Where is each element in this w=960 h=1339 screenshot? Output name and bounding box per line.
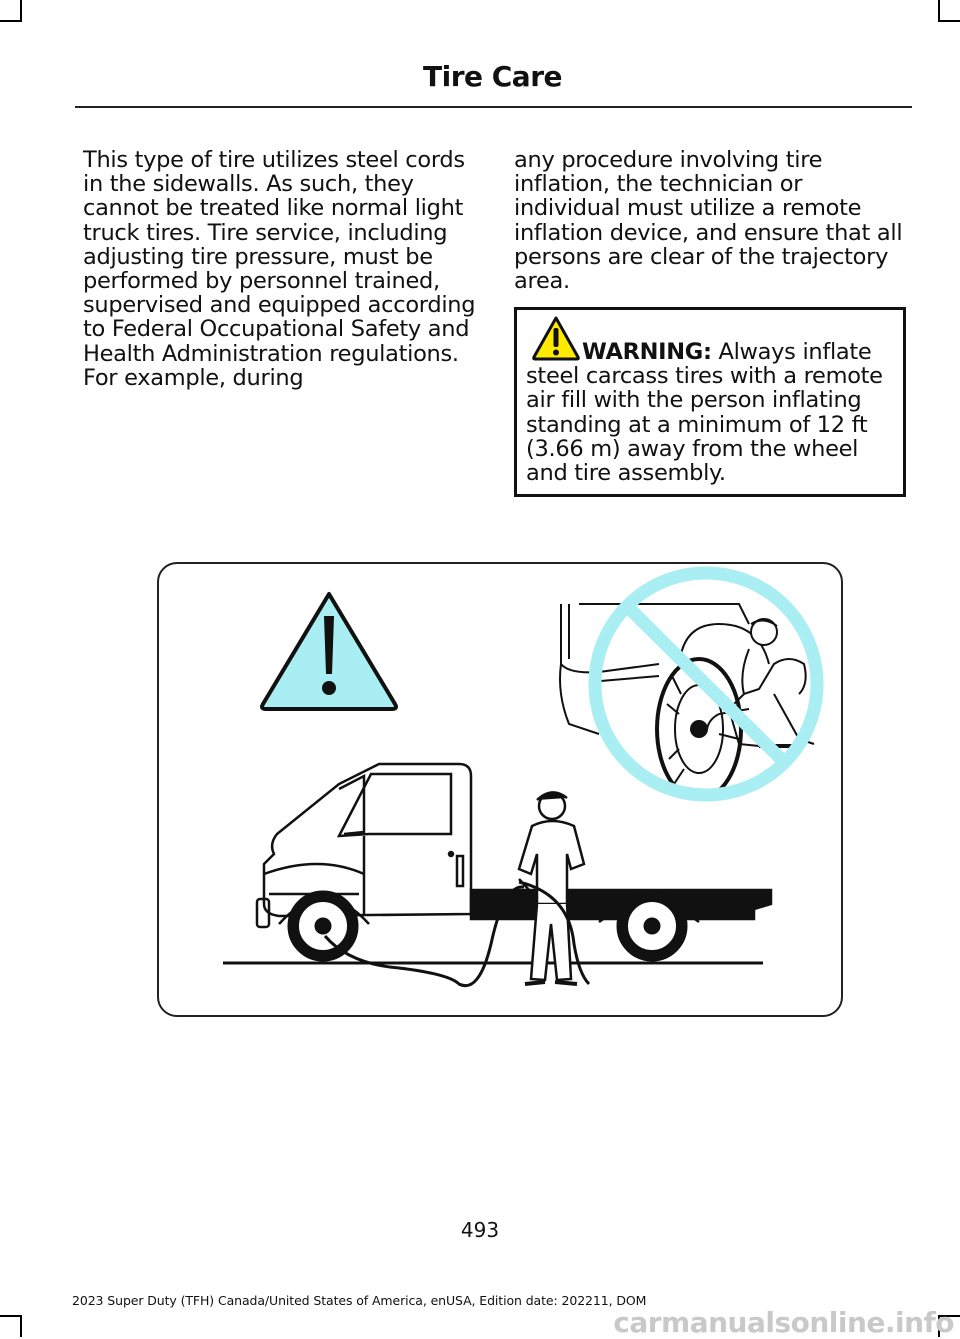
figure-warning-triangle-icon	[262, 594, 396, 709]
page-title: Tire Care	[423, 60, 562, 93]
warning-text-block	[526, 340, 902, 485]
warning-body: Always inflate steel carcass tires with a remote air fill with the person inflating standing at a minimum of 12 ft (3.66 m) away from the wheel and tire assembly.	[526, 339, 883, 487]
crop-mark-top-right-h	[938, 20, 960, 22]
header-rule	[75, 106, 912, 108]
technician-figure	[519, 792, 584, 984]
crop-mark-top-right	[938, 0, 940, 22]
warning-label: WARNING:	[582, 339, 712, 365]
right-column-text: any procedure involving tire inflation, the technician or individual must utilize a remote inflation device, and ensure that all persons are clear of the trajectory area.	[514, 147, 903, 295]
crop-mark-top-left	[20, 0, 22, 22]
crop-mark-bottom-left	[20, 1315, 22, 1337]
illustration-svg	[159, 564, 843, 1017]
watermark: carmanualsonline.info	[613, 1306, 954, 1339]
crop-mark-bottom-left-h	[0, 1315, 22, 1317]
warning-box	[514, 307, 906, 497]
footer-edition-text: 2023 Super Duty (TFH) Canada/United States of America, enUSA, Edition date: 202211, DOM	[72, 1293, 647, 1308]
crop-mark-top-left-h	[0, 20, 22, 22]
illustration-figure	[157, 562, 843, 1017]
page-number: 493	[460, 1218, 500, 1242]
left-column-text: This type of tire utilizes steel cords in the sidewalls. As such, they cannot be treated like normal light truck tires. Tire service, including adjusting tire pressure, must be performed by personnel trained, supervised and equipped according to Federal Occupational Safety and Health Administration regulations. For example, during	[83, 147, 476, 391]
